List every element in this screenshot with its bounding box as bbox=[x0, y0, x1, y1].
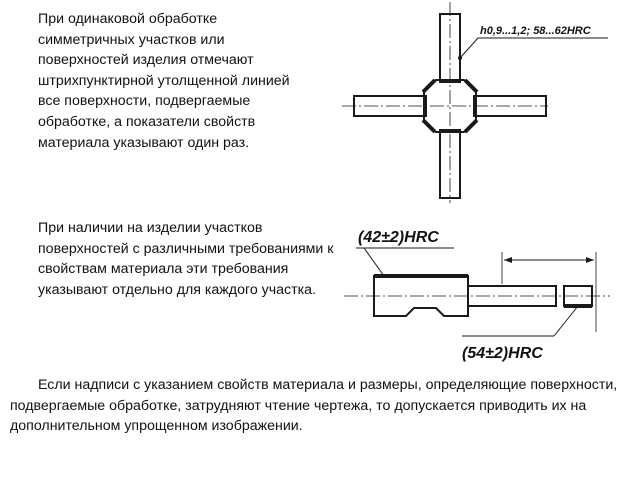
leader-lower bbox=[554, 306, 578, 336]
label-upper-hardness: (42±2)HRC bbox=[358, 229, 439, 246]
drawing-stepped-part bbox=[340, 212, 615, 367]
annotation-depth-hardness: h0,9...1,2; 58...62HRC bbox=[480, 25, 591, 37]
label-lower-hardness: (54±2)HRC bbox=[462, 345, 543, 362]
paragraph-additional-image: Если надписи с указанием свойств материала и размеры, определяющие поверхности, подвергаемые обработке, затрудняют чтение чертежа, то допускается приводить их на дополнительном упрощенном изображении. bbox=[10, 377, 618, 435]
leader-upper bbox=[364, 248, 384, 276]
leader-dot bbox=[458, 56, 462, 60]
dimension-arrow-left bbox=[504, 257, 512, 263]
paragraph-symmetric-treatment: При одинаковой обработке симметричных участков или поверхностей изделия отмечают штрихпунктирной утолщенной линией все поверхности, подвергаемые обработке, а показатели свойств материала указывают один раз. bbox=[38, 11, 290, 151]
drawing-cross-part bbox=[340, 0, 620, 205]
dimension-arrow-right bbox=[586, 257, 594, 263]
leader-line bbox=[460, 38, 608, 58]
paragraph-different-requirements: При наличии на изделии участков поверхностей с различными требованиями к свойствам материала эти требования указывают отдельно для каждого участка. bbox=[38, 220, 334, 298]
